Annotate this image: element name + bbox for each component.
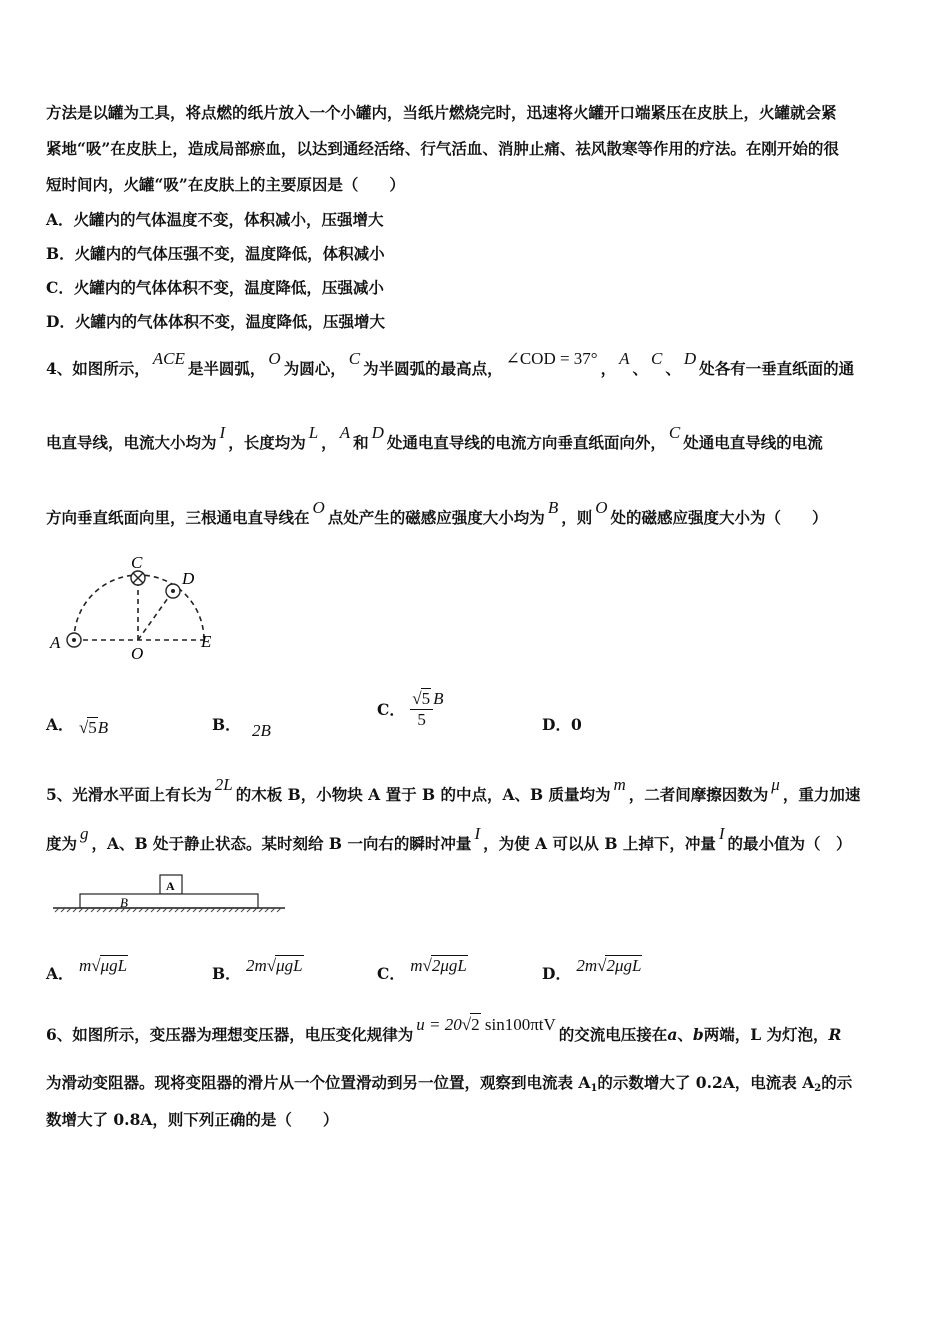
coef: 2m (246, 956, 267, 975)
coef: m (410, 956, 423, 975)
q6-text: 的交流电压接在 (558, 1025, 668, 1044)
label-a: A (50, 633, 61, 652)
math-l: L (308, 423, 319, 442)
q4-text: 和 (353, 433, 369, 452)
radicand: 2 (471, 1015, 480, 1034)
q4-stem-line-2 (46, 423, 823, 454)
math-c: C (668, 423, 681, 442)
math-i: I (474, 824, 481, 843)
math-a: A (339, 423, 351, 442)
u-left: u = 20 (416, 1015, 462, 1034)
wire-d-out-icon (166, 584, 180, 598)
q6-stem-line-3: 数增大了 0.8A，则下列正确的是（ ） (46, 1110, 339, 1129)
math-b: b (692, 1025, 704, 1044)
q4-option-c (377, 688, 443, 730)
q5-text: ，为使 A 可以从 B 上掉下，冲量 (483, 834, 716, 853)
q5-option-d (542, 956, 642, 984)
option-math: m√μgL (78, 956, 128, 975)
subscript: 1 (590, 1083, 598, 1094)
math-ace: ACE (152, 349, 185, 368)
q4-text: 方向垂直纸面向里，三根通电直导线在 (46, 508, 310, 527)
q4-option-d: D．0 (542, 715, 582, 734)
option-label: B． (212, 964, 241, 983)
wire-c-in-icon (131, 571, 145, 585)
q3-option-a: A．火罐内的气体温度不变，体积减小，压强增大 (46, 210, 384, 229)
option-math: 2B (252, 721, 271, 740)
q4-text: 处的磁感应强度大小为（ ） (610, 508, 828, 527)
option-math: m√2μgL (410, 956, 467, 975)
u-right: sin100πtV (484, 1015, 556, 1034)
q4-text: 是半圆弧， (187, 359, 266, 378)
q5-text: ，二者间摩擦因数为 (628, 785, 769, 804)
label-a: A (166, 879, 175, 893)
q5-text: ，重力加速 (782, 785, 861, 804)
q4-text: ，长度均为 (228, 433, 306, 452)
radicand: μgL (100, 956, 128, 975)
q5-text: 度为 (46, 834, 78, 853)
q4-text: ， (600, 359, 617, 378)
math-a: a (667, 1025, 678, 1044)
q6-text: 的示 (821, 1073, 853, 1092)
q4-text: ， (321, 433, 337, 452)
q5-option-c (377, 956, 468, 984)
radicand: 5 (88, 718, 97, 737)
q4-text: 为圆心， (283, 359, 346, 378)
q5-stem-line-2 (46, 824, 852, 855)
math-b: B (433, 689, 444, 708)
q4-text: 处通电直导线的电流 (683, 433, 823, 452)
coef: m (78, 956, 92, 975)
q4-text: 、 (665, 359, 681, 378)
q5-text: 的最小值为（ ） (727, 834, 852, 853)
q4-option-a (46, 713, 108, 735)
radicand: 2μgL (431, 956, 467, 975)
math-a: A (619, 349, 630, 368)
option-math: 2m√2μgL (576, 956, 642, 975)
option-math: 2m√μgL (246, 956, 303, 975)
q6-stem-line-1 (46, 1015, 842, 1046)
radicand: 2μgL (606, 956, 642, 975)
math-2l: 2L (214, 775, 233, 794)
numerator: √5 (410, 688, 433, 710)
q4-text: 处各有一垂直纸面的通 (699, 359, 855, 378)
radicand: μgL (276, 956, 303, 975)
math-i: I (219, 423, 226, 442)
option-math: √5B (78, 718, 109, 737)
voltage-expression: u = 20√2 sin100πtV (416, 1015, 556, 1034)
q5-option-b (212, 956, 304, 984)
math-b: B (547, 498, 559, 517)
math-o: O (595, 498, 608, 517)
q4-text: 处通电直导线的电流方向垂直纸面向外， (386, 433, 666, 452)
q5-text: ，A、B 处于静止状态。某时刻给 B 一向右的瞬时冲量 (91, 834, 472, 853)
label-d: D (182, 569, 195, 588)
math-o: O (312, 498, 325, 517)
math-o: O (268, 349, 281, 368)
q4-text: ，则 (561, 508, 593, 527)
math-d: D (371, 423, 384, 442)
label-c: C (131, 553, 143, 572)
q4-text: 点处产生的磁感应强度大小均为 (327, 508, 545, 527)
option-label: B． (212, 715, 241, 734)
option-label: C． (377, 964, 405, 983)
math-d: D (683, 349, 697, 368)
q5-text: 的木板 B，小物块 A 置于 B 的中点，A、B 质量均为 (235, 785, 611, 804)
q4-text: 电直导线，电流大小均为 (46, 433, 217, 452)
q6-text: 两端，L 为灯泡， (703, 1025, 829, 1044)
q4-option-b (212, 713, 271, 740)
label-o: O (131, 644, 144, 663)
q4-text: 、 (632, 359, 649, 378)
math-c: C (348, 349, 361, 368)
q3-stem-line-3: 短时间内，火罐“吸”在皮肤上的主要原因是（ ） (46, 175, 405, 194)
coef: 2m (576, 956, 598, 975)
math-angle: ∠COD = 37° (505, 349, 598, 368)
option-label: A． (46, 964, 74, 983)
q3-stem-line-2: 紧地“吸”在皮肤上，造成局部瘀血，以达到通经活络、行气活血、消肿止痛、祛风散寒等作用的疗法。在刚开始的很 (46, 139, 839, 158)
board-b (80, 894, 258, 908)
math-r: R (828, 1025, 842, 1044)
q5-option-a (46, 956, 128, 984)
q5-board-figure (50, 868, 290, 918)
q4-text: 为半圆弧的最高点， (363, 359, 503, 378)
math-mu: μ (771, 775, 780, 794)
q4-stem-line-1 (46, 349, 855, 380)
q3-option-b: B．火罐内的气体压强不变，温度降低，体积减小 (46, 244, 385, 263)
q5-stem-line-1 (46, 775, 861, 806)
math-b: B (97, 718, 109, 737)
q5-text: 5、光滑水平面上有长为 (46, 785, 212, 804)
radius-od (138, 591, 173, 640)
wire-a-out-icon (67, 633, 81, 647)
q4-stem-line-3 (46, 498, 828, 529)
math-g: g (80, 824, 89, 843)
subscript: 2 (814, 1083, 822, 1094)
denominator: 5 (417, 710, 426, 729)
q6-text: 为滑动变阻器。现将变阻器的滑片从一个位置滑动到另一位置，观察到电流表 A (46, 1073, 591, 1092)
q6-text: 6、如图所示，变压器为理想变压器，电压变化规律为 (46, 1025, 414, 1044)
label-b: B (120, 895, 128, 910)
math-i: I (718, 824, 725, 843)
option-label: D． (542, 964, 571, 983)
q3-stem-line-1: 方法是以罐为工具，将点燃的纸片放入一个小罐内，当纸片燃烧完时，迅速将火罐开口端紧压在皮肤上，火罐就会紧 (46, 103, 837, 122)
q6-text: 、 (677, 1025, 693, 1044)
q6-text: 的示数增大了 0.2A，电流表 A (597, 1073, 815, 1092)
q6-stem-line-2 (46, 1072, 852, 1097)
q4-semicircle-figure (44, 552, 234, 664)
radicand: 5 (421, 689, 431, 708)
q3-option-c: C．火罐内的气体体积不变，温度降低，压强减小 (46, 278, 384, 297)
option-label: A． (46, 715, 74, 734)
label-e: E (201, 632, 212, 651)
math-m: m (613, 775, 626, 794)
q3-option-d: D．火罐内的气体体积不变，温度降低，压强增大 (46, 312, 385, 331)
option-label: C． (377, 700, 405, 719)
fraction (410, 688, 433, 730)
q4-text: 4、如图所示， (46, 359, 150, 378)
math-c: C (651, 349, 663, 368)
